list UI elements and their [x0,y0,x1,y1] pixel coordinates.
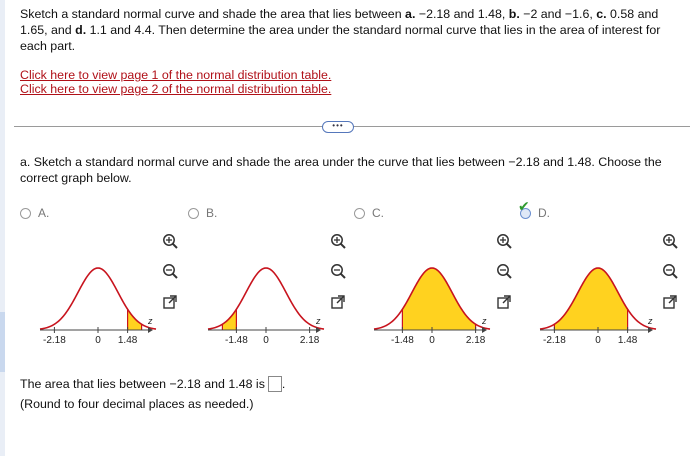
part-c-label: c. [596,7,607,21]
table-links [20,68,331,96]
question-part: 0.58 and 1.65, and [20,7,659,37]
graph-option-c[interactable] [354,200,524,360]
tick-label: 2.18 [465,335,486,344]
answer-period: . [281,377,286,391]
normal-curve [40,268,156,329]
option-label: C. [372,206,384,220]
graph-option-d[interactable] [520,200,690,360]
zoom-out-icon[interactable] [496,263,512,279]
part-d-label: d. [75,23,87,37]
axis-z-label: z [648,316,653,326]
normal-curve-graph [538,244,658,344]
option-label: D. [538,206,550,220]
part-b-label: b. [508,7,520,21]
option-radio[interactable] [188,208,199,219]
zoom-out-icon[interactable] [330,263,346,279]
answer-input[interactable] [268,376,282,392]
pop-out-icon[interactable] [496,294,512,310]
option-radio[interactable] [354,208,365,219]
answer-section [20,374,285,414]
zoom-in-icon[interactable] [162,233,178,249]
normal-curve-graph [372,244,492,344]
table-page2-link[interactable]: Click here to view page 2 of the normal distribution table. [20,82,332,96]
rounding-note: (Round to four decimal places as needed.) [20,397,254,411]
part-a-prompt: a. Sketch a standard normal curve and shade the area under the curve that lies between −2.18 and 1.48. Choose the correct graph below. [20,155,662,185]
correct-check-icon: ✔ [518,198,530,214]
tick-label: 2.18 [299,335,320,344]
graph-option-b[interactable] [188,200,358,360]
axis-z-label: z [482,316,487,326]
option-label: A. [38,206,50,220]
zoom-in-icon[interactable] [496,233,512,249]
pop-out-icon[interactable] [662,294,678,310]
option-label: B. [206,206,218,220]
shaded-area [554,268,627,330]
normal-curve [208,268,324,329]
tick-label: -2.18 [543,335,566,344]
tick-label: 0 [429,335,435,344]
zoom-out-icon[interactable] [662,263,678,279]
question-text [20,6,680,54]
question-part: Sketch a standard normal curve and shade the area that lies between [20,7,406,21]
tick-label: 0 [263,335,269,344]
shaded-area [402,268,475,330]
normal-curve-graph [38,244,158,344]
option-radio[interactable] [20,208,31,219]
zoom-out-icon[interactable] [162,263,178,279]
answer-prompt: The area that lies between −2.18 and 1.48 is [20,377,265,391]
question-part: −2 and −1.6, [519,7,597,21]
tick-label: -1.48 [391,335,414,344]
tick-label: 0 [595,335,601,344]
part-a-label: a. [405,7,416,21]
question-part: 1.1 and 4.4. Then determine the area under the standard normal curve that lies in the area of interest for each part. [20,23,661,53]
zoom-in-icon[interactable] [662,233,678,249]
axis-z-label: z [148,316,153,326]
table-page1-link[interactable]: Click here to view page 1 of the normal distribution table. [20,68,332,82]
zoom-in-icon[interactable] [330,233,346,249]
question-part: −2.18 and 1.48, [415,7,509,21]
tick-label: 1.48 [117,335,138,344]
graph-option-a[interactable] [20,200,190,360]
tick-label: 0 [95,335,101,344]
pop-out-icon[interactable] [330,294,346,310]
axis-z-label: z [316,316,321,326]
left-strip-accent [0,312,5,372]
tick-label: -1.48 [225,335,248,344]
tick-label: 1.48 [617,335,638,344]
pop-out-icon[interactable] [162,294,178,310]
tick-label: -2.18 [43,335,66,344]
expand-more-button[interactable]: ••• [322,121,354,133]
normal-curve-graph [206,244,326,344]
left-scroll-strip [0,0,5,456]
